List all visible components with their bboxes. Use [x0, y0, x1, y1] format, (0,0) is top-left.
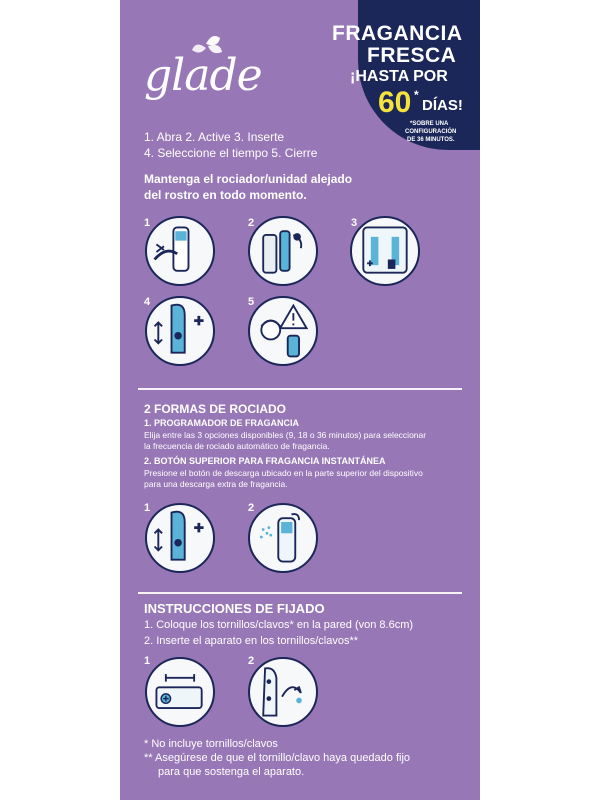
badge-footnote3: DE 36 MINUTOS.: [407, 137, 455, 143]
hang-device-icon: [248, 657, 318, 727]
logo-text: glade: [144, 50, 262, 101]
steps-warning1: Mantenga el rociador/unidad alejado: [144, 172, 353, 186]
activate-icon: [248, 216, 318, 286]
badge-line1: FRAGANCIA: [332, 22, 463, 45]
spray-modes-title: 2 FORMAS DE ROCIADO: [144, 402, 287, 416]
product-panel: [120, 0, 480, 800]
badge-footnote1: *SOBRE UNA: [410, 121, 449, 127]
select-time-icon: [145, 296, 215, 366]
badge-line3: ¡HASTA POR: [350, 68, 448, 85]
timer-switch-icon: [145, 503, 215, 573]
mounting-line1: 1. Coloque los tornillos/clavos* en la pared (von 8.6cm): [144, 619, 414, 631]
spray-mode-number: 1: [144, 502, 151, 514]
mounting-number: 1: [144, 655, 151, 667]
mounting-number: 2: [248, 655, 255, 667]
step-number: 5: [248, 296, 255, 308]
badge-days-number: 60: [378, 86, 412, 119]
instant-spray-icon: [248, 503, 318, 573]
glade-logo: [140, 30, 260, 110]
badge-days-label: DÍAS!: [422, 97, 463, 114]
badge-footnote2: CONFIGURACIÓN: [405, 129, 457, 135]
badge-days-star: *: [414, 88, 419, 102]
steps-line1: 1. Abra 2. Active 3. Inserte: [144, 130, 285, 144]
step-number: 3: [351, 217, 358, 229]
step-number: 1: [144, 217, 151, 229]
section-divider: [138, 388, 462, 390]
screw-measure-icon: [145, 657, 215, 727]
mounting-note2a: ** Asegúrese de que el tornillo/clavo haya quedado fijo: [144, 752, 411, 764]
steps-warning2: del rostro en todo momento.: [144, 188, 307, 202]
spray-mode1-text2: la frecuencia de rociado automático de fragancia.: [144, 441, 330, 451]
step-number: 2: [248, 217, 255, 229]
spray-mode2-text2: para una descarga extra de fragancia.: [144, 479, 288, 489]
section-divider: [138, 592, 462, 594]
badge-line2: FRESCA: [367, 44, 457, 67]
steps-line2: 4. Seleccione el tiempo 5. Cierre: [144, 146, 318, 160]
spray-mode-number: 2: [248, 502, 255, 514]
insert-refill-icon: [350, 216, 420, 286]
mounting-line2: 2. Inserte el aparato en los tornillos/clavos**: [144, 635, 359, 647]
step-number: 4: [144, 296, 151, 308]
open-device-icon: [145, 216, 215, 286]
warning-face-icon: [248, 296, 318, 366]
spray-mode2-text1: Presione el botón de descarga ubicado en la parte superior del dispositivo: [144, 468, 423, 478]
mounting-note1: * No incluye tornillos/clavos: [144, 738, 278, 750]
mounting-title: INSTRUCCIONES DE FIJADO: [144, 601, 325, 616]
spray-mode1-title: 1. PROGRAMADOR DE FRAGANCIA: [144, 418, 300, 428]
spray-mode2-title: 2. BOTÓN SUPERIOR PARA FRAGANCIA INSTANTÁNEA: [144, 456, 386, 466]
mounting-note2b: para que sostenga el aparato.: [158, 766, 305, 778]
spray-mode1-text1: Elija entre las 3 opciones disponibles (9, 18 o 36 minutos) para seleccionar: [144, 430, 427, 440]
